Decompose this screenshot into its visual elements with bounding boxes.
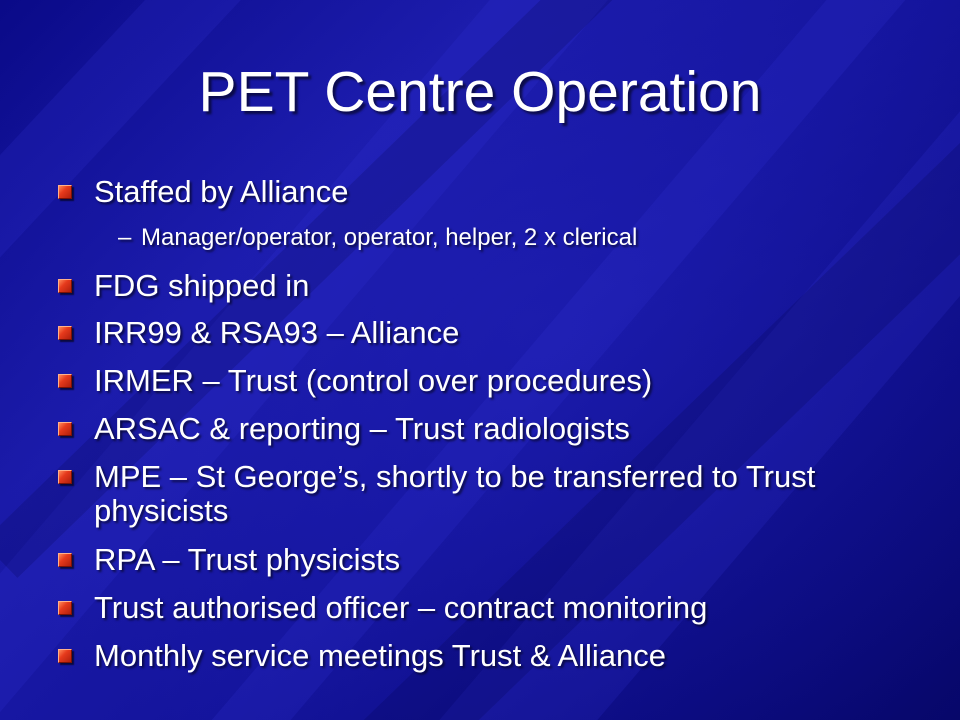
- bullet-item: Trust authorised officer – contract monitoring: [94, 590, 708, 625]
- bullet-item: IRR99 & RSA93 – Alliance: [94, 315, 460, 350]
- sub-bullet-dash: –: [118, 224, 132, 251]
- bullet-marker: [58, 185, 72, 199]
- bullet-marker: [58, 601, 72, 615]
- bullet-item: Staffed by Alliance: [94, 174, 349, 209]
- bullet-marker: [58, 470, 72, 484]
- bullet-item: RPA – Trust physicists: [94, 542, 401, 577]
- bullet-marker: [58, 553, 72, 567]
- bullet-marker: [58, 422, 72, 436]
- bullet-item: Monthly service meetings Trust & Alliance: [94, 638, 667, 673]
- bullet-item: MPE – St George’s, shortly to be transferred to Trust physicists: [94, 459, 816, 528]
- bullet-marker: [58, 279, 72, 293]
- bullet-marker: [58, 374, 72, 388]
- bullet-marker: [58, 649, 72, 663]
- bullet-item: IRMER – Trust (control over procedures): [94, 363, 653, 398]
- slide-title: PET Centre Operation: [198, 60, 762, 124]
- bullet-item: FDG shipped in: [94, 268, 310, 303]
- bullet-marker: [58, 326, 72, 340]
- bullet-item: ARSAC & reporting – Trust radiologists: [94, 411, 630, 446]
- sub-bullet-item: Manager/operator, operator, helper, 2 x clerical: [141, 224, 638, 251]
